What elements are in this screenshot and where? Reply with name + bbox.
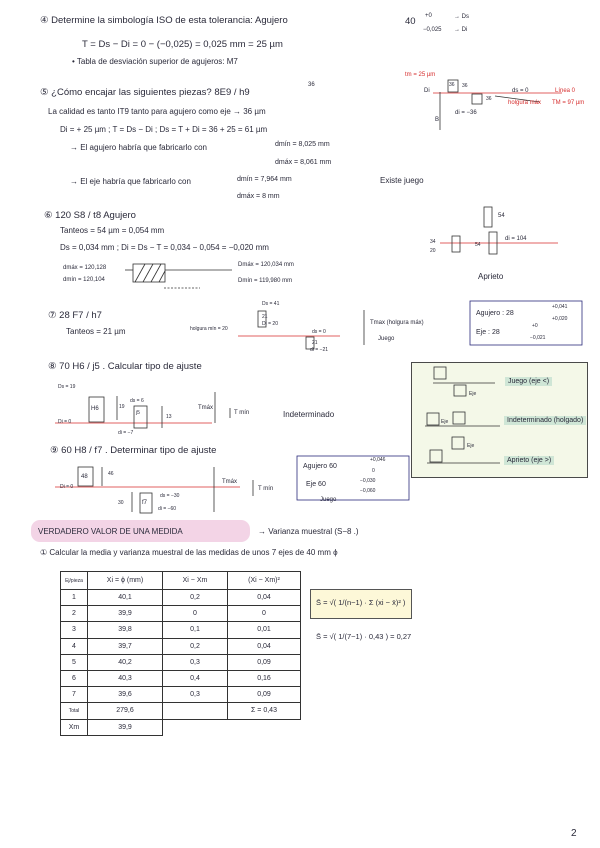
table-row xyxy=(61,670,301,686)
s4-upper-dev: +0 xyxy=(425,13,432,19)
table-cell: Xm xyxy=(61,719,88,735)
s6-diag-54a: 54 xyxy=(498,213,505,219)
table-cell: Total xyxy=(61,703,88,719)
table-cell: 0,2 xyxy=(163,638,228,654)
legend-aprieto: Aprieto (eje >) xyxy=(504,456,554,465)
s9-di0: Di = 0 xyxy=(60,484,74,490)
table-header xyxy=(61,572,301,590)
s8-ds6: ds = 6 xyxy=(130,398,144,404)
s7-21b: 21 xyxy=(312,340,318,346)
s6-line2: Ds = 0,034 mm ; Di = Ds − T = 0,034 − 0,054 = −0,020 mm xyxy=(60,243,269,252)
header-cell: Xi − Xm xyxy=(163,572,228,590)
s7-box-shaft-lo: −0,021 xyxy=(530,335,546,341)
s5-dmax: dmáx = 8,061 mm xyxy=(275,159,332,166)
legend-juego: Juego (eje <) xyxy=(505,377,552,386)
verdadero-title: VERDADERO VALOR DE UNA MEDIDA xyxy=(38,527,183,536)
legend-eje1: Eje xyxy=(469,391,477,397)
s9-box-hole-up: +0,046 xyxy=(370,457,386,463)
table-cell: 0 xyxy=(228,606,301,622)
exercise-1: ① Calcular la media y varianza muestral de las medidas de unos 7 ejes de 40 mm ϕ xyxy=(40,548,338,557)
table-cell: 4 xyxy=(61,638,88,654)
verdadero-arrow: → Varianza muestral (S−8 .) xyxy=(258,527,359,536)
s8-h6: H6 xyxy=(91,406,99,412)
table-cell: 6 xyxy=(61,670,88,686)
s5-nominal-note: 36 xyxy=(308,82,315,88)
table-cell: 0,04 xyxy=(228,638,301,654)
table-cell: 279,6 xyxy=(88,703,163,719)
s4-di: → Di xyxy=(454,27,468,33)
s9-ds30: ds = −30 xyxy=(160,493,180,499)
s8-tmax: Tmáx xyxy=(198,405,213,411)
table-cell: 2 xyxy=(61,606,88,622)
s5-diag-holgura: holgura máx xyxy=(508,100,542,106)
s8-ds19: Ds = 19 xyxy=(58,384,76,390)
s5-diag-tm: tm = 25 µm xyxy=(405,72,436,78)
s7-title: ⑦ 28 F7 / h7 xyxy=(48,310,102,321)
s6-dmin-right: Dmín = 119,980 mm xyxy=(238,278,293,284)
s5-diag-tm97: TM = 97 µm xyxy=(552,100,585,106)
table-cell: 39,9 xyxy=(88,719,163,735)
table-cell: 0,16 xyxy=(228,670,301,686)
header-cell: (Xi − Xm)² xyxy=(228,572,301,590)
s9-tmax: Tmáx xyxy=(222,479,237,485)
table-row xyxy=(61,687,301,703)
s9-box-result: Juego xyxy=(320,497,337,503)
s4-nominal: 40 xyxy=(405,16,416,27)
measurement-table xyxy=(60,571,301,736)
table-cell: 0,4 xyxy=(163,670,228,686)
s7-box-hole-lo: +0,020 xyxy=(552,316,568,322)
s9-title: ⑨ 60 H8 / f7 . Determinar tipo de ajuste xyxy=(50,445,217,456)
s5-dmin: dmín = 8,025 mm xyxy=(275,141,330,148)
s9-box-shaft-lo: −0,060 xyxy=(360,488,376,494)
s6-dmax-left: dmáx = 120,128 xyxy=(63,265,107,271)
s5-diag-36b: 36 xyxy=(486,96,492,102)
s9-box-shaft-up: −0,030 xyxy=(360,478,376,484)
s9-30: 30 xyxy=(118,500,124,506)
table-row xyxy=(61,654,301,670)
legend-eje3: Eje xyxy=(467,443,475,449)
table-cell: 39,9 xyxy=(88,606,163,622)
s4-calc: T = Ds − Di = 0 − (−0,025) = 0,025 mm = 25 µm xyxy=(82,39,283,50)
table-cell xyxy=(163,719,228,735)
s9-box-shaft: Eje 60 xyxy=(306,481,326,488)
table-cell: 0,01 xyxy=(228,622,301,638)
table-cell: 39,7 xyxy=(88,638,163,654)
s4-lower-dev: −0,025 xyxy=(423,27,442,33)
table-cell: 40,3 xyxy=(88,670,163,686)
table-mean-row xyxy=(61,719,301,735)
table-cell: 40,2 xyxy=(88,654,163,670)
table-cell xyxy=(163,703,228,719)
s9-f7: f7 xyxy=(142,500,148,506)
s5-diag-di: Di xyxy=(424,88,430,94)
s9-box-hole: Agujero 60 xyxy=(303,463,337,470)
table-cell: 0,2 xyxy=(163,590,228,606)
s7-line1: Tanteos = 21 µm xyxy=(66,327,126,336)
s7-result: Juego xyxy=(378,336,395,342)
s8-title: ⑧ 70 H6 / j5 . Calcular tipo de ajuste xyxy=(48,361,202,372)
s5-line2: Di = + 25 µm ; T = Ds − Di ; Ds = T + Di = 36 + 25 = 61 µm xyxy=(60,125,268,134)
s7-box-hole-up: +0,041 xyxy=(552,304,568,310)
s9-48: 48 xyxy=(81,474,88,480)
s5-diag-linea0: Línea 0 xyxy=(555,88,576,94)
s7-holgura: holgura mín = 20 xyxy=(190,326,228,332)
s6-title: ⑥ 120 S8 / t8 Agujero xyxy=(44,210,136,221)
s8-13: 13 xyxy=(166,414,172,420)
table-row xyxy=(61,622,301,638)
s6-diag-di104: di = 104 xyxy=(505,236,527,242)
s9-46: 46 xyxy=(108,471,114,477)
table-cell: 1 xyxy=(61,590,88,606)
s6-diag-54b: 54 xyxy=(475,242,481,248)
s5-line1: La calidad es tanto IT9 tanto para agujero como eje → 36 µm xyxy=(48,107,266,116)
s7-box-hole: Agujero : 28 xyxy=(476,310,514,317)
s5-line3: → El agujero habría que fabricarlo con xyxy=(70,143,207,152)
s5-result: Existe juego xyxy=(380,176,424,185)
table-cell: 0 xyxy=(163,606,228,622)
legend-eje2: Eje xyxy=(441,419,449,425)
formula-variance: S̄ = √( 1/(n−1) · Σ (xi − x̄)² ) xyxy=(316,598,406,607)
s8-result: Indeterminado xyxy=(283,410,335,419)
s5-title: ⑤ ¿Cómo encajar las siguientes piezas? 8E9 / h9 xyxy=(40,87,250,98)
table-total-row xyxy=(61,703,301,719)
formula-result: S̄ = √( 1/(7−1) · 0,43 ) = 0,27 xyxy=(316,632,412,641)
s5-diag-36a: 36 xyxy=(449,82,455,88)
table-cell: 7 xyxy=(61,687,88,703)
page-number: 2 xyxy=(571,828,577,839)
table-cell: Σ = 0,43 xyxy=(228,703,301,719)
s8-di7: di = −7 xyxy=(118,430,134,436)
table-row xyxy=(61,638,301,654)
table-cell: 0,09 xyxy=(228,654,301,670)
s7-tmax: Tmax (holgura máx) xyxy=(370,320,424,326)
s6-result: Aprieto xyxy=(478,272,504,281)
s7-di21: di = −21 xyxy=(310,347,329,353)
s5-diag-b: B xyxy=(435,117,440,123)
table-row xyxy=(61,590,301,606)
table-cell: 0,3 xyxy=(163,687,228,703)
s5-diag-ds0: ds = 0 xyxy=(512,88,529,94)
table-cell: 0,1 xyxy=(163,622,228,638)
s4-ds: → Ds xyxy=(454,14,469,20)
legend-indeterminado: Indeterminado (holgado) xyxy=(504,416,586,425)
s6-dmin-left: dmín = 120,104 xyxy=(63,277,105,283)
s8-19: 19 xyxy=(119,404,125,410)
s9-box-hole-lo: 0 xyxy=(372,468,375,474)
table-cell xyxy=(228,719,301,735)
s6-diag-20: 20 xyxy=(430,248,436,254)
table-cell: 0,04 xyxy=(228,590,301,606)
table-row xyxy=(61,606,301,622)
table-cell: 3 xyxy=(61,622,88,638)
table-cell: 40,1 xyxy=(88,590,163,606)
s4-note: • Tabla de desviación superior de agujeros: M7 xyxy=(72,57,238,66)
s8-di0: Di = 0 xyxy=(58,419,72,425)
s5-emax: dmáx = 8 mm xyxy=(237,193,280,200)
s8-tmin: T mín xyxy=(234,410,250,416)
s7-box-shaft: Eje : 28 xyxy=(476,329,500,336)
header-cell: Ej/pieza xyxy=(61,572,88,590)
s7-21a: 21 xyxy=(262,314,268,320)
s5-diag-di36: di = −36 xyxy=(455,110,477,116)
s6-dmax-right: Dmáx = 120,034 mm xyxy=(238,262,294,268)
s7-ds0: ds = 0 xyxy=(312,329,326,335)
s8-j5: j5 xyxy=(136,410,140,416)
s4-title: ④ Determine la simbología ISO de esta tolerancia: Agujero xyxy=(40,15,288,26)
s7-di20: Di = 20 xyxy=(262,321,278,327)
s9-tmin: T mín xyxy=(258,486,274,492)
s5-line4: → El eje habría que fabricarlo con xyxy=(70,177,191,186)
s6-diag-34: 34 xyxy=(430,239,436,245)
s6-line1: Tanteos = 54 µm = 0,054 mm xyxy=(60,226,165,235)
s9-di60: di = −60 xyxy=(158,506,177,512)
table-cell: 0,09 xyxy=(228,687,301,703)
s5-diag-36-side: 36 xyxy=(462,83,468,89)
table-cell: 39,6 xyxy=(88,687,163,703)
s5-emin: dmín = 7,964 mm xyxy=(237,176,292,183)
table-cell: 39,8 xyxy=(88,622,163,638)
s7-box-shaft-up: +0 xyxy=(532,323,538,329)
header-cell: Xi = ϕ (mm) xyxy=(88,572,163,590)
table-cell: 0,3 xyxy=(163,654,228,670)
table-cell: 5 xyxy=(61,654,88,670)
s7-ds41: Ds = 41 xyxy=(262,301,280,307)
